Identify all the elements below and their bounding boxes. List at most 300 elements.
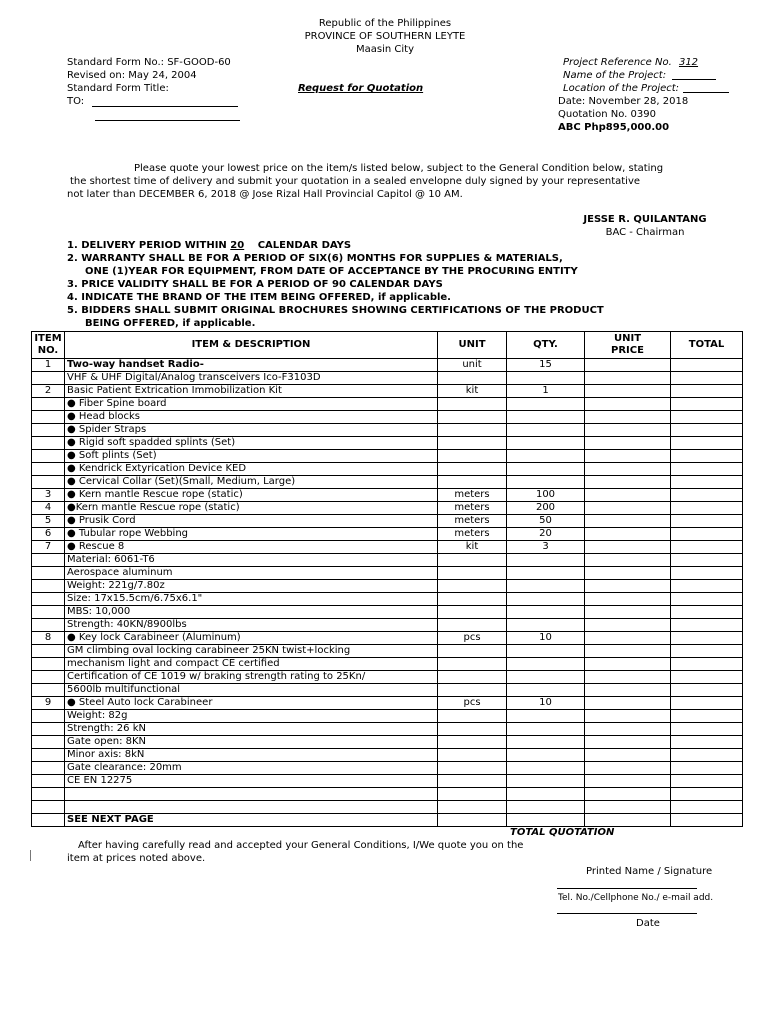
contact-label: Tel. No./Cellphone No./ e-mail add. — [558, 893, 714, 903]
date-line — [557, 913, 697, 914]
unit-price-cell — [585, 606, 671, 619]
table-row — [32, 814, 743, 827]
qty-cell — [507, 606, 585, 619]
unit-price-cell — [585, 372, 671, 385]
unit-price-cell — [585, 541, 671, 554]
item-no-cell — [32, 814, 65, 827]
item-no-cell — [32, 788, 65, 801]
description-cell: ●Kern mantle Rescue rope (static) — [65, 502, 438, 515]
condition-1-prefix: 1. DELIVERY PERIOD WITHIN — [67, 240, 231, 251]
unit-price-cell — [585, 749, 671, 762]
item-no-cell — [32, 411, 65, 424]
unit-cell — [438, 671, 507, 684]
qty-cell — [507, 710, 585, 723]
delivery-days: 20 — [230, 240, 245, 251]
total-cell — [671, 723, 743, 736]
qty-cell — [507, 398, 585, 411]
description-cell: ● Kern mantle Rescue rope (static) — [65, 489, 438, 502]
table-row — [32, 567, 743, 580]
description-cell: ● Key lock Carabineer (Aluminum) — [65, 632, 438, 645]
unit-price-cell — [585, 801, 671, 814]
description-cell: MBS: 10,000 — [65, 606, 438, 619]
item-no-cell — [32, 606, 65, 619]
unit-cell — [438, 424, 507, 437]
qty-cell: 10 — [507, 697, 585, 710]
total-cell — [671, 398, 743, 411]
unit-cell — [438, 606, 507, 619]
description-cell: ● Rigid soft spadded splints (Set) — [65, 437, 438, 450]
total-cell — [671, 554, 743, 567]
item-no-cell: 5 — [32, 515, 65, 528]
total-cell — [671, 658, 743, 671]
item-no-cell: 8 — [32, 632, 65, 645]
item-no-cell — [32, 554, 65, 567]
qty-cell — [507, 788, 585, 801]
unit-price-cell — [585, 697, 671, 710]
total-cell — [671, 749, 743, 762]
unit-cell — [438, 554, 507, 567]
unit-price-cell — [585, 515, 671, 528]
total-cell — [671, 424, 743, 437]
project-name-line — [672, 79, 716, 80]
qty-cell — [507, 450, 585, 463]
item-no-cell — [32, 463, 65, 476]
unit-price-cell — [585, 411, 671, 424]
qty-cell: 10 — [507, 632, 585, 645]
quotation-table — [31, 331, 743, 827]
total-quotation-label: TOTAL QUOTATION — [510, 827, 615, 838]
condition-4: 4. INDICATE THE BRAND OF THE ITEM BEING OFFERED, if applicable. — [67, 292, 451, 303]
description-cell: ● Spider Straps — [65, 424, 438, 437]
qty-cell — [507, 762, 585, 775]
table-row — [32, 684, 743, 697]
description-cell: ● Steel Auto lock Carabineer — [65, 697, 438, 710]
unit-cell — [438, 736, 507, 749]
unit-price-cell — [585, 528, 671, 541]
unit-price-cell — [585, 723, 671, 736]
item-no-cell — [32, 593, 65, 606]
intro-line-1: Please quote your lowest price on the item/s listed below, subject to the General Condition below, stating — [134, 163, 664, 174]
table-row — [32, 489, 743, 502]
to-line-1 — [92, 106, 238, 107]
printed-name-label: Printed Name / Signature — [586, 866, 713, 877]
unit-price-cell — [585, 580, 671, 593]
qty-cell — [507, 775, 585, 788]
table-row — [32, 606, 743, 619]
total-cell — [671, 684, 743, 697]
unit-price-cell — [585, 710, 671, 723]
unit-cell: unit — [438, 359, 507, 372]
total-cell — [671, 645, 743, 658]
item-no-cell — [32, 658, 65, 671]
total-cell — [671, 567, 743, 580]
item-no-cell — [32, 801, 65, 814]
table-row — [32, 710, 743, 723]
qty-cell — [507, 476, 585, 489]
description-cell: GM climbing oval locking carabineer 25KN twist+locking — [65, 645, 438, 658]
unit-cell: pcs — [438, 697, 507, 710]
unit-price-cell — [585, 658, 671, 671]
total-cell — [671, 502, 743, 515]
header-province: PROVINCE OF SOUTHERN LEYTE — [304, 31, 466, 42]
unit-price-cell — [585, 489, 671, 502]
unit-price-cell — [585, 359, 671, 372]
qty-cell — [507, 580, 585, 593]
total-cell — [671, 515, 743, 528]
table-row — [32, 437, 743, 450]
total-cell — [671, 736, 743, 749]
to-line-2 — [95, 120, 240, 121]
project-reference-label: Project Reference No. — [563, 57, 675, 68]
description-cell: VHF & UHF Digital/Analog transceivers Ico-F3103D — [65, 372, 438, 385]
qty-cell: 15 — [507, 359, 585, 372]
qty-cell — [507, 567, 585, 580]
abc-amount: ABC Php895,000.00 — [558, 122, 670, 133]
quotation-date: Date: November 28, 2018 — [558, 96, 689, 107]
description-cell: Strength: 26 kN — [65, 723, 438, 736]
header-republic: Republic of the Philippines — [318, 18, 452, 29]
unit-price-cell — [585, 398, 671, 411]
total-cell — [671, 710, 743, 723]
qty-cell — [507, 463, 585, 476]
description-cell: ● Tubular rope Webbing — [65, 528, 438, 541]
total-cell — [671, 697, 743, 710]
unit-price-cell — [585, 671, 671, 684]
condition-1-suffix: CALENDAR DAYS — [254, 240, 352, 251]
unit-cell — [438, 814, 507, 827]
unit-cell — [438, 762, 507, 775]
unit-cell — [438, 450, 507, 463]
table-body — [32, 359, 743, 827]
qty-cell — [507, 723, 585, 736]
qty-cell — [507, 372, 585, 385]
unit-cell — [438, 775, 507, 788]
unit-price-cell — [585, 463, 671, 476]
description-cell: CE EN 12275 — [65, 775, 438, 788]
unit-cell: meters — [438, 489, 507, 502]
item-no-cell: 1 — [32, 359, 65, 372]
item-no-cell — [32, 619, 65, 632]
qty-cell — [507, 671, 585, 684]
unit-price-cell — [585, 736, 671, 749]
item-no-cell — [32, 567, 65, 580]
margin-mark — [30, 850, 31, 861]
intro-line-2: the shortest time of delivery and submit your quotation in a sealed envelopne duly signed by your representative — [70, 176, 641, 187]
unit-cell — [438, 723, 507, 736]
table-row — [32, 463, 743, 476]
table-row — [32, 372, 743, 385]
table-row — [32, 580, 743, 593]
date-label: Date — [636, 918, 660, 929]
total-cell — [671, 489, 743, 502]
qty-cell — [507, 736, 585, 749]
qty-cell: 20 — [507, 528, 585, 541]
unit-price-cell — [585, 385, 671, 398]
table-row — [32, 697, 743, 710]
item-no-cell — [32, 424, 65, 437]
qty-cell: 3 — [507, 541, 585, 554]
table-row — [32, 528, 743, 541]
project-reference — [563, 57, 712, 68]
description-cell: Basic Patient Extrication Immobilization Kit — [65, 385, 438, 398]
total-cell — [671, 450, 743, 463]
item-no-cell — [32, 476, 65, 489]
table-row — [32, 476, 743, 489]
header-unit: UNIT — [438, 332, 507, 359]
item-no-cell: 9 — [32, 697, 65, 710]
item-no-cell: 6 — [32, 528, 65, 541]
header-unit-price: UNIT PRICE — [585, 332, 671, 359]
table-row — [32, 398, 743, 411]
item-no-cell — [32, 450, 65, 463]
unit-cell: pcs — [438, 632, 507, 645]
description-cell — [65, 788, 438, 801]
bac-chairman-title: BAC - Chairman — [605, 227, 685, 238]
unit-cell — [438, 684, 507, 697]
bac-chairman-name: JESSE R. QUILANTANG — [583, 214, 707, 225]
qty-cell — [507, 814, 585, 827]
unit-cell — [438, 437, 507, 450]
condition-5-cont: BEING OFFERED, if applicable. — [85, 318, 256, 329]
description-cell: Size: 17x15.5cm/6.75x6.1" — [65, 593, 438, 606]
qty-cell — [507, 684, 585, 697]
table-row — [32, 502, 743, 515]
unit-cell: kit — [438, 541, 507, 554]
item-no-cell — [32, 775, 65, 788]
unit-cell: meters — [438, 528, 507, 541]
total-cell — [671, 801, 743, 814]
item-no-cell: 2 — [32, 385, 65, 398]
description-cell: SEE NEXT PAGE — [65, 814, 438, 827]
intro-line-3: not later than DECEMBER 6, 2018 @ Jose Rizal Hall Provincial Capitol @ 10 AM. — [67, 189, 463, 200]
total-cell — [671, 385, 743, 398]
unit-cell — [438, 788, 507, 801]
item-no-cell: 3 — [32, 489, 65, 502]
description-cell: ● Prusik Cord — [65, 515, 438, 528]
description-cell: 5600lb multifunctional — [65, 684, 438, 697]
qty-cell — [507, 411, 585, 424]
total-cell — [671, 606, 743, 619]
description-cell: Two-way handset Radio- — [65, 359, 438, 372]
unit-price-cell — [585, 619, 671, 632]
total-cell — [671, 788, 743, 801]
unit-price-cell — [585, 684, 671, 697]
qty-cell — [507, 593, 585, 606]
header-city: Maasin City — [356, 44, 414, 55]
table-row — [32, 775, 743, 788]
unit-cell — [438, 398, 507, 411]
unit-cell — [438, 567, 507, 580]
description-cell: Gate open: 8KN — [65, 736, 438, 749]
qty-cell — [507, 749, 585, 762]
table-row — [32, 424, 743, 437]
description-cell: Material: 6061-T6 — [65, 554, 438, 567]
unit-price-cell — [585, 567, 671, 580]
header-total: TOTAL — [671, 332, 743, 359]
item-no-cell — [32, 398, 65, 411]
unit-cell — [438, 645, 507, 658]
qty-cell: 100 — [507, 489, 585, 502]
table-row — [32, 632, 743, 645]
item-no-cell — [32, 736, 65, 749]
description-cell: mechanism light and compact CE certified — [65, 658, 438, 671]
table-row — [32, 359, 743, 372]
table-row — [32, 801, 743, 814]
condition-2: 2. WARRANTY SHALL BE FOR A PERIOD OF SIX(6) MONTHS FOR SUPPLIES & MATERIALS, — [67, 253, 563, 264]
unit-price-cell — [585, 424, 671, 437]
table-row — [32, 736, 743, 749]
unit-price-cell — [585, 632, 671, 645]
table-row — [32, 593, 743, 606]
total-cell — [671, 775, 743, 788]
description-cell: Weight: 82g — [65, 710, 438, 723]
unit-cell — [438, 658, 507, 671]
table-row — [32, 671, 743, 684]
table-row — [32, 385, 743, 398]
qty-cell: 200 — [507, 502, 585, 515]
table-row — [32, 723, 743, 736]
unit-price-cell — [585, 814, 671, 827]
total-cell — [671, 476, 743, 489]
item-no-cell — [32, 372, 65, 385]
description-cell: ● Fiber Spine board — [65, 398, 438, 411]
table-row — [32, 411, 743, 424]
document-title: Request for Quotation — [298, 83, 424, 94]
unit-cell — [438, 749, 507, 762]
project-location-line — [683, 92, 729, 93]
description-cell: Weight: 221g/7.80z — [65, 580, 438, 593]
description-cell: Certification of CE 1019 w/ braking strength rating to 25Kn/ — [65, 671, 438, 684]
project-location: Location of the Project: — [563, 83, 680, 94]
condition-3: 3. PRICE VALIDITY SHALL BE FOR A PERIOD OF 90 CALENDAR DAYS — [67, 279, 443, 290]
item-no-cell — [32, 762, 65, 775]
table-row — [32, 645, 743, 658]
item-no-cell: 7 — [32, 541, 65, 554]
qty-cell — [507, 424, 585, 437]
acceptance-line-1: After having carefully read and accepted your General Conditions, I/We quote you on the — [78, 840, 524, 851]
table-row — [32, 515, 743, 528]
total-cell — [671, 463, 743, 476]
item-no-cell — [32, 710, 65, 723]
item-no-cell — [32, 580, 65, 593]
unit-price-cell — [585, 437, 671, 450]
table-row — [32, 788, 743, 801]
total-cell — [671, 632, 743, 645]
unit-cell — [438, 372, 507, 385]
table-row — [32, 749, 743, 762]
qty-cell: 50 — [507, 515, 585, 528]
unit-cell — [438, 710, 507, 723]
total-cell — [671, 437, 743, 450]
description-cell: Aerospace aluminum — [65, 567, 438, 580]
total-cell — [671, 814, 743, 827]
table-row — [32, 619, 743, 632]
description-cell: Strength: 40KN/8900lbs — [65, 619, 438, 632]
total-cell — [671, 359, 743, 372]
description-cell: ● Rescue 8 — [65, 541, 438, 554]
unit-price-cell — [585, 762, 671, 775]
total-cell — [671, 372, 743, 385]
unit-cell — [438, 801, 507, 814]
item-no-cell — [32, 749, 65, 762]
unit-cell — [438, 580, 507, 593]
acceptance-line-2: item at prices noted above. — [67, 853, 206, 864]
table-row — [32, 554, 743, 567]
unit-price-cell — [585, 450, 671, 463]
unit-cell: meters — [438, 515, 507, 528]
table-row — [32, 541, 743, 554]
qty-cell — [507, 619, 585, 632]
description-cell: ● Soft plints (Set) — [65, 450, 438, 463]
header-description: ITEM & DESCRIPTION — [65, 332, 438, 359]
unit-price-cell — [585, 788, 671, 801]
project-name: Name of the Project: — [563, 70, 667, 81]
qty-cell — [507, 437, 585, 450]
total-cell — [671, 593, 743, 606]
unit-cell — [438, 463, 507, 476]
unit-cell — [438, 619, 507, 632]
total-cell — [671, 541, 743, 554]
unit-price-cell — [585, 476, 671, 489]
unit-cell — [438, 476, 507, 489]
unit-price-cell — [585, 775, 671, 788]
condition-5: 5. BIDDERS SHALL SUBMIT ORIGINAL BROCHURES SHOWING CERTIFICATIONS OF THE PRODUCT — [67, 305, 604, 316]
total-cell — [671, 671, 743, 684]
description-cell: Minor axis: 8kN — [65, 749, 438, 762]
qty-cell — [507, 554, 585, 567]
item-no-cell — [32, 671, 65, 684]
item-no-cell — [32, 437, 65, 450]
total-cell — [671, 619, 743, 632]
project-reference-value: 312 — [678, 57, 699, 68]
unit-price-cell — [585, 502, 671, 515]
revised-on: Revised on: May 24, 2004 — [67, 70, 197, 81]
form-title-label: Standard Form Title: — [67, 83, 169, 94]
table-row — [32, 450, 743, 463]
qty-cell — [507, 658, 585, 671]
signature-line — [557, 888, 697, 889]
unit-cell — [438, 411, 507, 424]
condition-1 — [67, 240, 351, 251]
total-cell — [671, 528, 743, 541]
quotation-number: Quotation No. 0390 — [558, 109, 656, 120]
unit-price-cell — [585, 645, 671, 658]
description-cell: ● Cervical Collar (Set)(Small, Medium, Large) — [65, 476, 438, 489]
item-no-cell: 4 — [32, 502, 65, 515]
total-cell — [671, 580, 743, 593]
item-no-cell — [32, 645, 65, 658]
item-no-cell — [32, 684, 65, 697]
header-qty: QTY. — [507, 332, 585, 359]
unit-cell — [438, 593, 507, 606]
unit-cell: meters — [438, 502, 507, 515]
description-cell: ● Kendrick Extyrication Device KED — [65, 463, 438, 476]
to-label: TO: — [67, 96, 85, 107]
qty-cell: 1 — [507, 385, 585, 398]
header-item-no: ITEM NO. — [32, 332, 65, 359]
qty-cell — [507, 645, 585, 658]
table-row — [32, 762, 743, 775]
unit-price-cell — [585, 554, 671, 567]
table-row — [32, 658, 743, 671]
description-cell: Gate clearance: 20mm — [65, 762, 438, 775]
total-cell — [671, 411, 743, 424]
unit-price-cell — [585, 593, 671, 606]
description-cell — [65, 801, 438, 814]
total-cell — [671, 762, 743, 775]
form-number: Standard Form No.: SF-GOOD-60 — [67, 57, 231, 68]
unit-cell: kit — [438, 385, 507, 398]
